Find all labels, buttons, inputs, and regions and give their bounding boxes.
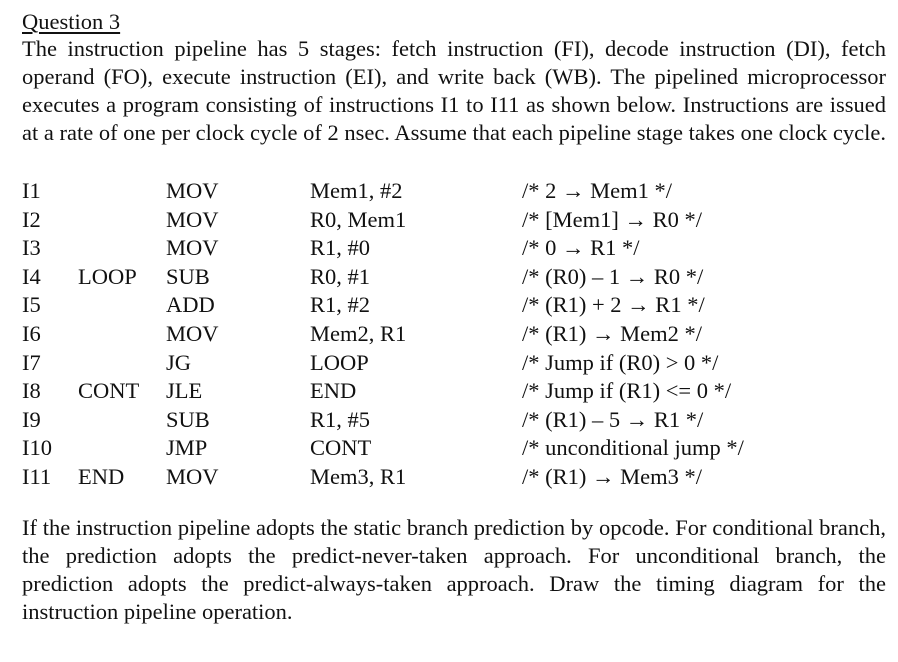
program-row — [22, 406, 886, 435]
program-row — [22, 263, 886, 292]
instruction-operands: CONT — [310, 435, 372, 461]
instruction-opcode: MOV — [166, 320, 219, 346]
instruction-label: LOOP — [78, 263, 137, 289]
instruction-opcode: MOV — [166, 235, 219, 261]
instruction-opcode: JMP — [166, 435, 208, 461]
instruction-id: I7 — [22, 349, 41, 375]
question-outro: If the instruction pipeline adopts the static branch prediction by opcode. For conditional branch, the prediction adopts the predict-never-taken approach. For unconditional branch, the prediction adopts the predict-always-taken approach. Draw the timing diagram for the instruction pipeline operation. — [22, 514, 886, 624]
instruction-comment: /* Jump if (R1) <= 0 */ — [522, 378, 732, 404]
program-row — [22, 463, 886, 492]
instruction-operands: R1, #0 — [310, 235, 371, 261]
instruction-id: I6 — [22, 320, 41, 346]
instruction-comment: /* [Mem1] → R0 */ — [522, 206, 702, 232]
instruction-id: I10 — [22, 435, 52, 461]
instruction-id: I2 — [22, 206, 41, 232]
program-row — [22, 177, 886, 206]
instruction-opcode: JG — [166, 349, 192, 375]
instruction-operands: Mem3, R1 — [310, 463, 407, 489]
program-row — [22, 349, 886, 378]
question-document — [22, 8, 886, 626]
instruction-opcode: MOV — [166, 178, 219, 203]
instruction-operands: R1, #5 — [310, 406, 371, 432]
instruction-comment: /* (R1) → Mem2 */ — [522, 320, 702, 346]
program-row — [22, 234, 886, 263]
instruction-comment: /* (R0) – 1 → R0 */ — [522, 263, 704, 289]
instruction-id: I11 — [22, 463, 52, 489]
instruction-comment: /* unconditional jump */ — [522, 435, 744, 461]
instruction-comment: /* (R1) – 5 → R1 */ — [522, 406, 704, 432]
instruction-comment: /* (R1) → Mem3 */ — [522, 463, 702, 489]
instruction-operands: R1, #2 — [310, 292, 371, 318]
instruction-operands: R0, #1 — [310, 263, 371, 289]
instruction-operands: END — [310, 378, 357, 404]
program-row — [22, 320, 886, 349]
instruction-id: I3 — [22, 235, 41, 261]
program-row — [22, 291, 886, 320]
instruction-opcode: SUB — [166, 263, 210, 289]
program-listing — [22, 177, 886, 492]
instruction-comment: /* (R1) + 2 → R1 */ — [522, 292, 705, 318]
instruction-opcode: JLE — [166, 378, 203, 404]
question-title: Question 3 — [22, 9, 121, 34]
instruction-id: I8 — [22, 378, 41, 404]
question-intro: The instruction pipeline has 5 stages: fetch instruction (FI), decode instruction (DI), fetch operand (FO), execute instruction (EI), and write back (WB). The pipelined microprocessor executes a program consisting of instructions I1 to I11 as shown below. Instructions are issued at a rate of one per clock cycle of 2 nsec. Assume that each pipeline stage takes one clock cycle. — [22, 36, 886, 145]
program-row — [22, 206, 886, 235]
instruction-opcode: MOV — [166, 206, 219, 232]
instruction-label: CONT — [78, 378, 140, 404]
program-row — [22, 434, 886, 463]
instruction-id: I9 — [22, 406, 41, 432]
instruction-id: I1 — [22, 178, 41, 203]
instruction-id: I4 — [22, 263, 41, 289]
instruction-operands: Mem1, #2 — [310, 178, 403, 203]
instruction-comment: /* 2 → Mem1 */ — [522, 178, 672, 203]
instruction-comment: /* 0 → R1 */ — [522, 235, 640, 261]
instruction-comment: /* Jump if (R0) > 0 */ — [522, 349, 719, 375]
instruction-operands: R0, Mem1 — [310, 206, 407, 232]
instruction-opcode: MOV — [166, 463, 219, 489]
instruction-operands: LOOP — [310, 349, 369, 375]
instruction-opcode: SUB — [166, 406, 210, 432]
instruction-operands: Mem2, R1 — [310, 320, 407, 346]
instruction-label: END — [78, 463, 125, 489]
instruction-id: I5 — [22, 292, 41, 318]
instruction-opcode: ADD — [166, 292, 215, 318]
program-row — [22, 377, 886, 406]
